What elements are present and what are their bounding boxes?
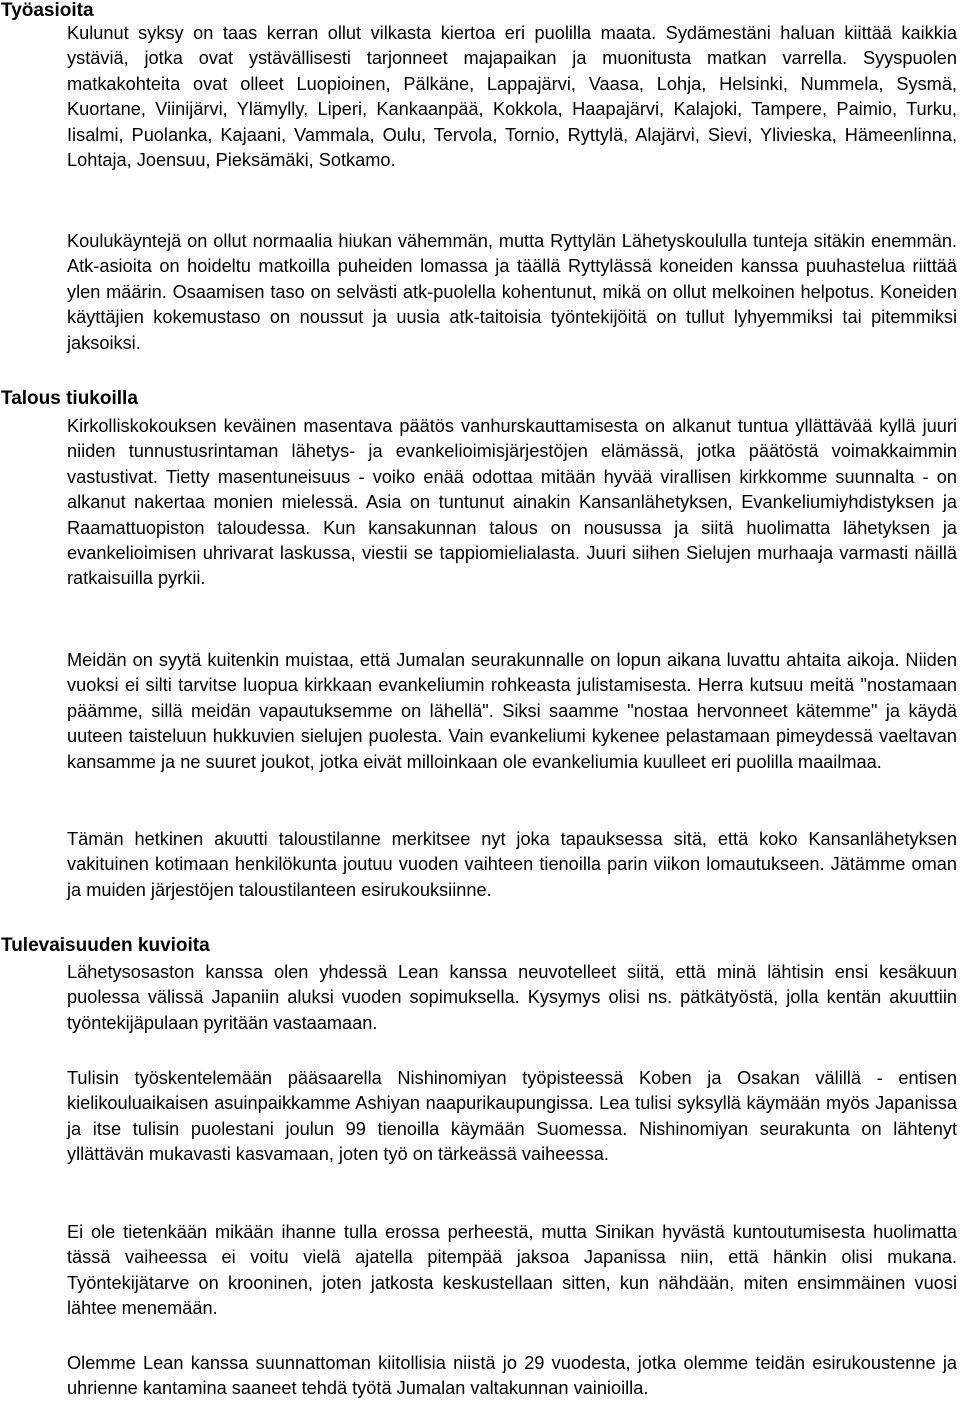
paragraph: Ei ole tietenkään mikään ihanne tulla erossa perheestä, mutta Sinikan hyvästä kuntoutumisesta huolimatta tässä vaiheessa ei voitu vielä ajatella pitempää jaksoa Japanissa niin, että hänkin olisi mukana. Työntekijätarve on krooninen, joten jatkosta keskustellaan sitten, kun nähdään, miten ensimmäinen vuosi lähtee menemään. bbox=[67, 1222, 957, 1319]
paragraph: Lähetysosaston kanssa olen yhdessä Lean kanssa neuvotelleet siitä, että minä lähtisin ensi kesäkuun puolessa välissä Japaniin aluksi vuoden sopimuksella. Kysymys olisi ns. pätkätyöstä, jolla kentän akuuttiin työntekijäpulaan pyritään vastaamaan. bbox=[67, 962, 957, 1033]
section-heading-talous-tiukoilla: Talous tiukoilla bbox=[1, 388, 138, 409]
paragraph: Meidän on syytä kuitenkin muistaa, että Jumalan seurakunnalle on lopun aikana luvattu ahtaita aikoja. Niiden vuoksi ei silti tarvitse luopua kirkkaan evankeliumin rohkeasta julistamisesta. Herra kutsuu meitä "nostamaan päämme, sillä meidän vapautuksemme on lähellä". Siksi saamme "nostaa hervonneet kätemme" ja käydä uuteen taisteluun hukkuvien sielujen puolesta. Vain evankeliumi kykenee pelastamaan pimeydessä vaeltavan kansamme ja ne suuret joukot, jotka eivät milloinkaan ole evankeliumia kuulleet eri puolilla maailmaa. bbox=[67, 650, 957, 772]
paragraph: Tämän hetkinen akuutti taloustilanne merkitsee nyt joka tapauksessa sitä, että koko Kansanlähetyksen vakituinen kotimaan henkilökunta joutuu vuoden vaihteen tienoilla parin viikon lomautukseen. Jätämme oman ja muiden järjestöjen taloustilanteen esirukouksiinne. bbox=[67, 829, 957, 900]
paragraph: Tulisin työskentelemään pääsaarella Nishinomiyan työpisteessä Koben ja Osakan välillä - entisen kielikouluaikaisen asuinpaikkamme Ashiyan naapurikaupungissa. Lea tulisi syksyllä käymään myös Japanissa ja itse tulisin puolestani joulun 99 tienoilla käymään Suomessa. Nishinomiyan seurakunta on lähtenyt yllättävän mukavasti kasvamaan, joten työ on tärkeässä vaiheessa. bbox=[67, 1068, 957, 1165]
section-heading-tulevaisuuden-kuvioita: Tulevaisuuden kuvioita bbox=[1, 935, 210, 956]
paragraph: Koulukäyntejä on ollut normaalia hiukan vähemmän, mutta Ryttylän Lähetyskoululla tunteja sitäkin enemmän. Atk-asioita on hoideltu matkoilla puheiden lomassa ja täällä Ryttylässä koneiden kanssa puuhastelua riittää ylen määrin. Osaamisen taso on selvästi atk-puolella kohentunut, mikä on ollut melkoinen helpotus. Koneiden käyttäjien kokemustaso on noussut ja uusia atk-taitoisia työntekijöitä on tullut lyhyemmiksi tai pitemmiksi jaksoiksi. bbox=[67, 231, 957, 353]
section-heading-tyoasioita: Työasioita bbox=[1, 0, 94, 21]
paragraph: Kirkolliskokouksen keväinen masentava päätös vanhurskauttamisesta on alkanut tuntua yllättävää kyllä juuri niiden tunnustusrintaman lähetys- ja evankelioimisjärjestöjen elämässä, jotka päätöstä voimakkaimmin vastustivat. Tietty masentuneisuus - voiko enää odottaa mitään hyvää virallisen kirkkomme suunnalta - on alkanut nakertaa monien mielessä. Asia on tuntunut ainakin Kansanlähetyksen, Evankeliumiyhdistyksen ja Raamattuopiston taloudessa. Kun kansakunnan talous on nousussa ja siitä huolimatta lähetyksen ja evankelioimisen uhrivarat laskussa, viestii se tappiomielialasta. Juuri siihen Sielujen murhaaja varmasti näillä ratkaisuilla pyrkii. bbox=[67, 416, 957, 589]
paragraph: Kulunut syksy on taas kerran ollut vilkasta kiertoa eri puolilla maata. Sydämestäni haluan kiittää kaikkia ystäviä, jotka ovat ystävällisesti tarjonneet majapaikan ja muonitusta matkan varrella. Syyspuolen matkakohteita ovat olleet Luopioinen, Pälkäne, Lappajärvi, Vaasa, Lohja, Helsinki, Nummela, Sysmä, Kuortane, Viinijärvi, Ylämylly, Liperi, Kankaanpää, Kokkola, Haapajärvi, Kalajoki, Tampere, Paimio, Turku, Iisalmi, Puolanka, Kajaani, Vammala, Oulu, Tervola, Tornio, Ryttylä, Alajärvi, Sievi, Ylivieska, Hämeenlinna, Lohtaja, Joensuu, Pieksämäki, Sotkamo. bbox=[67, 23, 957, 171]
paragraph: Olemme Lean kanssa suunnattoman kiitollisia niistä jo 29 vuodesta, jotka olemme teidän esirukoustenne ja uhrienne kantamina saaneet tehdä työtä Jumalan valtakunnan vainioilla. bbox=[67, 1353, 957, 1399]
